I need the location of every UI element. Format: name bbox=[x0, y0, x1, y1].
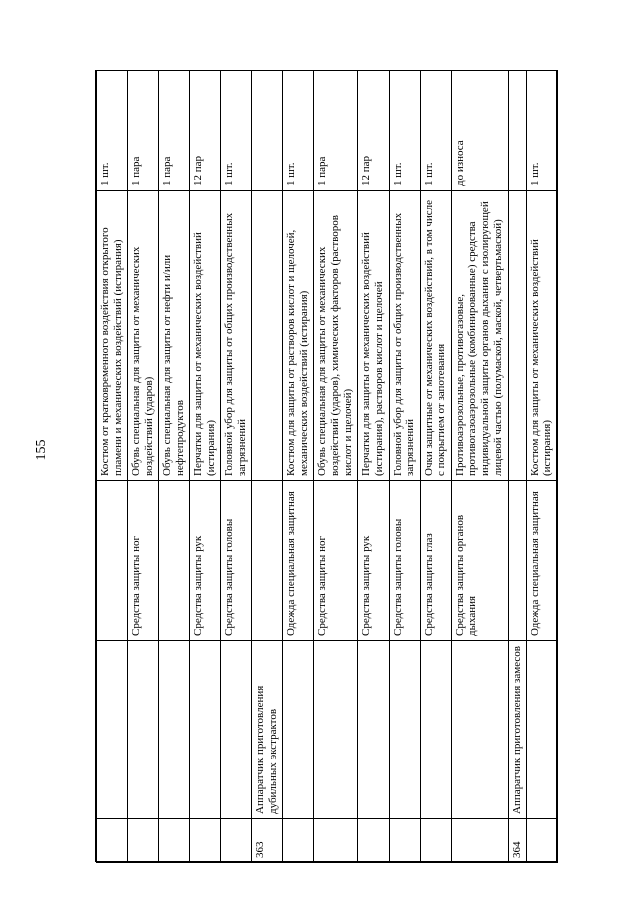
table-row bbox=[420, 71, 451, 863]
quantity-cell bbox=[252, 71, 283, 191]
ppe-name-cell: Обувь специальная для защиты от механических воздействий (ударов), химических факторов (растворов кислот и щелочей) bbox=[314, 191, 358, 481]
ppe-type-cell: Средства защиты головы bbox=[389, 481, 420, 641]
quantity-cell: 1 пара bbox=[159, 71, 190, 191]
quantity-cell: 1 шт. bbox=[97, 71, 128, 191]
row-number-cell bbox=[358, 819, 389, 863]
table-row bbox=[526, 71, 557, 863]
quantity-cell: 1 шт. bbox=[221, 71, 252, 191]
ppe-type-cell: Одежда специальная защитная bbox=[283, 481, 314, 641]
page-number: 155 bbox=[34, 439, 49, 461]
ppe-table bbox=[96, 70, 558, 863]
quantity-cell bbox=[508, 71, 526, 191]
table-row bbox=[221, 71, 252, 863]
ppe-name-cell: Противоаэрозольные, противогазовые, противогазоаэрозольные (комбинированные) средства индивидуальной защиты органов дыхания с изолирующей лицевой частью (полумаской, маской, четвертьмаской) bbox=[451, 191, 508, 481]
row-number-cell bbox=[314, 819, 358, 863]
quantity-cell: 12 пар bbox=[190, 71, 221, 191]
ppe-name-cell: Головной убор для защиты от общих производственных загрязнений bbox=[221, 191, 252, 481]
ppe-name-cell: Головной убор для защиты от общих производственных загрязнений bbox=[389, 191, 420, 481]
row-number-cell bbox=[420, 819, 451, 863]
profession-cell bbox=[159, 641, 190, 819]
profession-cell bbox=[221, 641, 252, 819]
ppe-name-cell: Очки защитные от механических воздействий, в том числе с покрытием от запотевания bbox=[420, 191, 451, 481]
row-number-cell bbox=[190, 819, 221, 863]
ppe-type-cell bbox=[97, 481, 128, 641]
profession-cell bbox=[389, 641, 420, 819]
row-number-cell bbox=[451, 819, 508, 863]
table-row bbox=[190, 71, 221, 863]
quantity-cell: до износа bbox=[451, 71, 508, 191]
ppe-type-cell: Средства защиты рук bbox=[358, 481, 389, 641]
profession-cell bbox=[190, 641, 221, 819]
row-number-cell bbox=[97, 819, 128, 863]
row-number-cell: 363 bbox=[252, 819, 283, 863]
profession-cell bbox=[451, 641, 508, 819]
table-row bbox=[159, 71, 190, 863]
row-number-cell bbox=[526, 819, 557, 863]
ppe-type-cell bbox=[508, 481, 526, 641]
profession-cell bbox=[526, 641, 557, 819]
profession-cell bbox=[128, 641, 159, 819]
ppe-type-cell bbox=[252, 481, 283, 641]
quantity-cell: 1 шт. bbox=[389, 71, 420, 191]
ppe-name-cell: Костюм для защиты от растворов кислот и щелочей, механических воздействий (истирания) bbox=[283, 191, 314, 481]
ppe-type-cell: Одежда специальная защитная bbox=[526, 481, 557, 641]
quantity-cell: 1 шт. bbox=[526, 71, 557, 191]
row-number-cell bbox=[221, 819, 252, 863]
ppe-type-cell: Средства защиты глаз bbox=[420, 481, 451, 641]
table-row bbox=[252, 71, 283, 863]
profession-cell: Аппаратчик приготовления замесов bbox=[508, 641, 526, 819]
row-number-cell: 364 bbox=[508, 819, 526, 863]
table-row bbox=[314, 71, 358, 863]
ppe-name-cell bbox=[252, 191, 283, 481]
ppe-name-cell: Костюм для защиты от механических воздействий (истирания) bbox=[526, 191, 557, 481]
quantity-cell: 1 пара bbox=[128, 71, 159, 191]
row-number-cell bbox=[128, 819, 159, 863]
ppe-type-cell: Средства защиты ног bbox=[314, 481, 358, 641]
ppe-name-cell: Перчатки для защиты от механических воздействий (истирания) bbox=[190, 191, 221, 481]
ppe-name-cell: Костюм от кратковременного воздействия открытого пламени и механических воздействий (истирания) bbox=[97, 191, 128, 481]
table-row bbox=[128, 71, 159, 863]
row-number-cell bbox=[159, 819, 190, 863]
profession-cell bbox=[420, 641, 451, 819]
rotated-table-container bbox=[96, 71, 558, 863]
row-number-cell bbox=[389, 819, 420, 863]
ppe-type-cell: Средства защиты головы bbox=[221, 481, 252, 641]
ppe-type-cell bbox=[159, 481, 190, 641]
ppe-table-sheet bbox=[95, 70, 557, 862]
quantity-cell: 1 пара bbox=[314, 71, 358, 191]
profession-cell bbox=[97, 641, 128, 819]
table-row bbox=[508, 71, 526, 863]
ppe-type-cell: Средства защиты ног bbox=[128, 481, 159, 641]
quantity-cell: 1 шт. bbox=[420, 71, 451, 191]
table-row bbox=[451, 71, 508, 863]
ppe-type-cell: Средства защиты органов дыхания bbox=[451, 481, 508, 641]
ppe-type-cell: Средства защиты рук bbox=[190, 481, 221, 641]
table-row bbox=[97, 71, 128, 863]
profession-cell bbox=[283, 641, 314, 819]
row-number-cell bbox=[283, 819, 314, 863]
ppe-name-cell: Обувь специальная для защиты от механических воздействий (ударов) bbox=[128, 191, 159, 481]
profession-cell: Аппаратчик приготовления дубильных экстрактов bbox=[252, 641, 283, 819]
quantity-cell: 1 шт. bbox=[283, 71, 314, 191]
table-row bbox=[389, 71, 420, 863]
profession-cell bbox=[358, 641, 389, 819]
profession-cell bbox=[314, 641, 358, 819]
table-row bbox=[358, 71, 389, 863]
ppe-name-cell: Перчатки для защиты от механических воздействий (истирания), растворов кислот и щелочей bbox=[358, 191, 389, 481]
table-row bbox=[283, 71, 314, 863]
ppe-name-cell: Обувь специальная для защиты от нефти и/или нефтепродуктов bbox=[159, 191, 190, 481]
quantity-cell: 12 пар bbox=[358, 71, 389, 191]
ppe-name-cell bbox=[508, 191, 526, 481]
